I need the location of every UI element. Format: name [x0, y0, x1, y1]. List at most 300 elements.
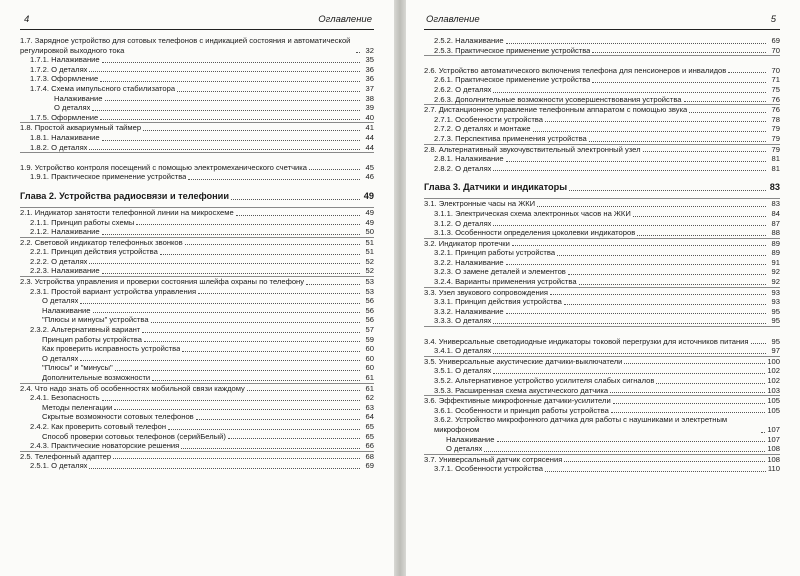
toc-entry-page: 79	[771, 124, 780, 134]
toc-entry-title: 2.3. Устройства управления и проверки состояния шлейфа охраны по телефону	[20, 277, 305, 287]
toc-entry-title: 2.2.3. Налаживание	[30, 266, 100, 276]
toc-leader-dots	[80, 359, 360, 361]
toc-entry[interactable]	[20, 335, 374, 345]
toc-entry-page: 81	[771, 163, 780, 173]
toc-entry-page: 44	[365, 142, 374, 152]
toc-entry[interactable]	[20, 172, 374, 182]
toc-entry-page: 97	[771, 346, 780, 356]
toc-entry-title: 3.7.1. Особенности устройства	[434, 464, 543, 474]
toc-entry[interactable]	[424, 258, 780, 268]
toc-entry[interactable]	[424, 356, 780, 367]
toc-entry[interactable]	[424, 297, 780, 307]
toc-entry-title: 2.4.1. Безопасность	[30, 393, 100, 403]
toc-leader-dots	[493, 169, 766, 171]
toc-entry-title: 3.6.2. Устройство микрофонного датчика для работы с наушниками и электретным микрофоном	[434, 415, 728, 434]
toc-entry-page: 92	[771, 267, 780, 277]
toc-entry-page: 88	[771, 228, 780, 238]
toc-entry-page: 64	[365, 412, 374, 422]
toc-entry-page: 79	[771, 133, 780, 143]
toc-entry-title: 2.5.3. Практическое применение устройства	[434, 45, 591, 55]
toc-entry[interactable]	[20, 227, 374, 237]
toc-leader-dots	[493, 372, 765, 374]
toc-leader-dots	[624, 362, 765, 364]
toc-entry[interactable]	[20, 122, 374, 133]
toc-entry-page: 36	[365, 64, 374, 74]
toc-entry[interactable]	[424, 248, 780, 258]
header-rule-left	[20, 29, 374, 30]
toc-entry-page: 81	[771, 154, 780, 164]
toc-leader-dots	[177, 90, 360, 92]
toc-entry-page: 95	[771, 336, 780, 346]
toc-entry-page: 51	[365, 247, 374, 257]
toc-chapter-entry[interactable]	[20, 191, 374, 202]
toc-entry-page: 53	[365, 286, 374, 296]
toc-entry-title: 2.2.1. Принцип действия устройства	[30, 247, 158, 257]
toc-entry-title: 1.7.4. Схема импульсного стабилизатора	[30, 83, 176, 93]
toc-entry-title: 1.7.2. О деталях	[30, 64, 88, 74]
toc-entry[interactable]	[20, 207, 374, 218]
toc-entry-title: 1.8.2. О деталях	[30, 142, 88, 152]
toc-leader-dots	[569, 189, 766, 191]
toc-leader-dots	[198, 292, 360, 294]
toc-entry[interactable]	[20, 218, 374, 228]
toc-entry-title: 3.1.2. О деталях	[434, 218, 492, 228]
toc-entry[interactable]	[20, 237, 374, 248]
toc-entry-page: 36	[365, 74, 374, 84]
toc-entry[interactable]	[424, 219, 780, 229]
toc-leader-dots	[656, 382, 765, 384]
toc-leader-dots	[564, 303, 766, 305]
book-gutter	[394, 0, 406, 576]
toc-entry-page: 45	[365, 162, 374, 172]
toc-entry-title: 2.5.1. О деталях	[30, 461, 88, 471]
toc-entry-page: 39	[365, 103, 374, 113]
toc-entry-title: 2.4.2. Как проверить сотовый телефон	[30, 421, 167, 431]
toc-entry[interactable]	[20, 373, 374, 383]
toc-entry-page: 60	[365, 363, 374, 373]
toc-entry[interactable]	[20, 266, 374, 276]
toc-entry[interactable]	[20, 276, 374, 287]
toc-entry[interactable]	[424, 277, 780, 287]
toc-entry-page: 49	[365, 217, 374, 227]
toc-entry-title: Скрытые возможности сотовых телефонов	[42, 412, 194, 422]
page-number-left: 4	[24, 14, 30, 25]
toc-leader-dots	[236, 214, 360, 216]
toc-leader-dots	[89, 262, 360, 264]
toc-entry-title: 2.1.2. Налаживание	[30, 227, 100, 237]
toc-entry-page: 71	[771, 75, 780, 85]
toc-entry-page: 92	[771, 277, 780, 287]
toc-leader-dots	[568, 273, 766, 275]
toc-entry[interactable]	[20, 403, 374, 413]
toc-leader-dots	[92, 109, 360, 111]
toc-entry-title: 3.3.1. Принцип действия устройства	[434, 297, 562, 307]
toc-entry-title: 2.6.2. О деталях	[434, 84, 492, 94]
toc-entry-title: 3.7. Универсальный датчик сотрясения	[424, 454, 563, 464]
toc-entry[interactable]	[20, 315, 374, 325]
toc-entry-title: 2.6. Устройство автоматического включения телефона для пенсионеров и инвалидов	[424, 65, 727, 75]
toc-entry-title: Дополнительные возможности	[42, 373, 151, 382]
toc-entry-page: 95	[771, 306, 780, 316]
toc-entry-page: 57	[365, 325, 374, 335]
toc-leader-dots	[493, 322, 766, 324]
toc-entry[interactable]	[424, 46, 780, 56]
toc-left	[20, 36, 374, 471]
toc-leader-dots	[545, 470, 766, 472]
toc-entry[interactable]	[20, 451, 374, 462]
toc-entry[interactable]	[424, 326, 780, 346]
toc-leader-dots	[196, 418, 360, 420]
toc-entry[interactable]	[424, 307, 780, 317]
toc-entry-page: 70	[771, 45, 780, 55]
toc-entry-page: 75	[771, 84, 780, 94]
toc-leader-dots	[506, 42, 766, 44]
toc-entry-page: 60	[365, 353, 374, 363]
toc-entry-page: 107	[767, 434, 780, 444]
toc-entry[interactable]	[20, 432, 374, 442]
toc-leader-dots	[228, 437, 360, 439]
toc-entry-title: Налаживание	[446, 434, 495, 444]
toc-entry[interactable]	[20, 103, 374, 113]
toc-entry-page: 37	[365, 83, 374, 93]
toc-entry[interactable]	[424, 95, 780, 105]
toc-leader-dots	[579, 283, 766, 285]
toc-leader-dots	[557, 254, 766, 256]
toc-leader-dots	[564, 460, 765, 462]
toc-entry[interactable]	[424, 267, 780, 277]
toc-entry[interactable]	[424, 386, 780, 396]
toc-entry[interactable]	[424, 55, 780, 75]
toc-entry-page: 49	[365, 207, 374, 217]
toc-leader-dots	[610, 391, 765, 393]
toc-leader-dots	[247, 389, 360, 391]
toc-leader-dots	[114, 408, 360, 410]
toc-entry-page: 102	[767, 376, 780, 385]
toc-entry[interactable]	[20, 247, 374, 257]
toc-entry[interactable]	[20, 412, 374, 422]
toc-entry-page: 53	[365, 277, 374, 287]
toc-leader-dots	[643, 150, 766, 152]
toc-entry[interactable]	[424, 346, 780, 356]
toc-entry-page: 105	[767, 396, 780, 406]
page-number-right: 5	[770, 14, 776, 25]
toc-entry-title: 2.7.2. О деталях и монтаже	[434, 124, 531, 134]
toc-leader-dots	[181, 447, 360, 449]
toc-entry[interactable]	[424, 115, 780, 125]
toc-leader-dots	[102, 61, 360, 63]
toc-entry[interactable]	[20, 133, 374, 143]
toc-entry[interactable]	[20, 74, 374, 84]
toc-entry[interactable]	[20, 296, 374, 306]
toc-entry-page: 68	[365, 451, 374, 461]
running-head-right: Оглавление	[426, 14, 480, 25]
toc-entry-title: Методы пеленгации	[42, 402, 113, 412]
toc-entry-page: 110	[767, 464, 780, 474]
toc-entry[interactable]	[20, 143, 374, 153]
toc-entry[interactable]	[424, 228, 780, 238]
toc-entry-title: 2.7.3. Перспектива применения устройства	[434, 133, 587, 143]
toc-leader-dots	[80, 302, 360, 304]
toc-entry-title: Налаживание	[42, 305, 91, 315]
toc-leader-dots	[506, 160, 766, 162]
toc-entry[interactable]	[20, 84, 374, 94]
toc-entry[interactable]	[424, 435, 780, 445]
toc-entry[interactable]	[424, 415, 780, 434]
toc-entry-page: 83	[771, 199, 780, 209]
toc-entry[interactable]	[424, 316, 780, 326]
toc-leader-dots	[637, 234, 766, 236]
toc-entry-title: "Плюсы и минусы" устройства	[42, 315, 149, 325]
toc-entry-page: 63	[365, 402, 374, 412]
toc-entry-title: 1.7.3. Оформление	[30, 74, 99, 84]
toc-leader-dots	[728, 71, 766, 73]
toc-entry-page: 76	[771, 105, 780, 115]
toc-entry-page: 61	[365, 373, 374, 382]
toc-leader-dots	[506, 312, 766, 314]
toc-entry-title: 2.5. Телефонный адаптер	[20, 451, 112, 461]
toc-entry-page: 93	[771, 287, 780, 297]
toc-leader-dots	[611, 411, 766, 413]
toc-entry-page: 50	[365, 227, 374, 237]
toc-entry[interactable]	[20, 306, 374, 316]
toc-leader-dots	[100, 80, 360, 82]
toc-entry[interactable]	[20, 441, 374, 451]
toc-leader-dots	[533, 130, 766, 132]
toc-leader-dots	[493, 224, 766, 226]
toc-entry-page: 62	[365, 393, 374, 403]
toc-entry-title: 3.3.3. О деталях	[434, 316, 492, 326]
toc-entry-title: 3.5.1. О деталях	[434, 366, 492, 376]
toc-entry-page: 89	[771, 248, 780, 258]
toc-leader-dots	[550, 293, 766, 295]
toc-leader-dots	[102, 272, 360, 274]
toc-entry-page: 38	[365, 93, 374, 103]
toc-entry[interactable]	[424, 287, 780, 298]
toc-entry-title: 1.7.5. Оформление	[30, 112, 99, 122]
toc-entry-title: 1.9.1. Практическое применение устройства	[30, 172, 187, 182]
toc-leader-dots	[136, 223, 360, 225]
toc-leader-dots	[633, 215, 766, 217]
toc-leader-dots	[537, 205, 766, 207]
toc-entry-title: 2.6.3. Дополнительные возможности усовершенствования устройства	[434, 94, 682, 104]
toc-entry-page: 108	[767, 454, 780, 464]
toc-entry[interactable]	[424, 395, 780, 406]
toc-entry-page: 102	[767, 366, 780, 376]
toc-entry[interactable]	[424, 144, 780, 155]
toc-entry[interactable]	[424, 444, 780, 454]
toc-entry[interactable]	[424, 154, 780, 164]
toc-entry-title: 3.6. Эффективные микрофонные датчики-усилители	[424, 396, 611, 406]
toc-entry-title: Принцип работы устройства	[42, 334, 142, 344]
toc-entry-page: 105	[767, 405, 780, 415]
toc-entry-page: 51	[365, 237, 374, 247]
toc-leader-dots	[356, 51, 360, 53]
toc-leader-dots	[506, 263, 766, 265]
header-rule-right	[424, 29, 780, 30]
toc-entry-page: 35	[365, 55, 374, 65]
toc-entry-page: 84	[771, 208, 780, 218]
toc-entry-page: 61	[365, 383, 374, 393]
toc-leader-dots	[306, 283, 360, 285]
toc-entry-page: 49	[363, 190, 374, 201]
toc-entry-page: 95	[771, 316, 780, 326]
toc-leader-dots	[160, 253, 360, 255]
toc-entry[interactable]	[20, 113, 374, 123]
toc-leader-dots	[115, 369, 360, 371]
toc-leader-dots	[182, 350, 360, 352]
toc-entry[interactable]	[20, 55, 374, 65]
toc-leader-dots	[484, 450, 765, 452]
toc-entry-page: 41	[365, 123, 374, 133]
right-page	[406, 0, 800, 576]
toc-entry[interactable]	[424, 124, 780, 134]
toc-entry-title: 2.4.3. Практические новаторские решения	[30, 441, 180, 451]
toc-entry-page: 32	[365, 45, 374, 55]
toc-entry-title: 2.8. Альтернативный звукочувствительный электронный узел	[424, 144, 641, 154]
toc-entry-title: 2.3.1. Простой вариант устройства управления	[30, 286, 197, 296]
toc-entry[interactable]	[424, 209, 780, 219]
toc-entry[interactable]	[424, 454, 780, 465]
toc-entry[interactable]	[424, 75, 780, 85]
toc-entry[interactable]	[20, 422, 374, 432]
toc-entry-title: 2.7. Дистанционное управление телефонным аппаратом с помощью звука	[424, 105, 688, 115]
toc-entry-page: 40	[365, 112, 374, 122]
toc-entry-page: 108	[767, 444, 780, 454]
toc-leader-dots	[493, 91, 766, 93]
toc-entry-title: 2.7.1. Особенности устройства	[434, 114, 543, 124]
toc-entry-title: 1.7.1. Налаживание	[30, 55, 100, 65]
toc-entry-title: О деталях	[446, 444, 483, 454]
toc-leader-dots	[102, 233, 360, 235]
toc-entry-title: 3.2. Индикатор протечки	[424, 238, 510, 248]
toc-leader-dots	[592, 81, 766, 83]
toc-entry[interactable]	[20, 36, 374, 55]
toc-entry-title: "Плюсы" и "минусы"	[42, 363, 113, 373]
toc-entry[interactable]	[424, 85, 780, 95]
toc-leader-dots	[684, 100, 766, 102]
toc-entry[interactable]	[20, 152, 374, 172]
toc-entry-page: 46	[365, 172, 374, 182]
toc-entry-page: 69	[771, 36, 780, 45]
left-page	[0, 0, 394, 576]
toc-leader-dots	[89, 148, 360, 150]
toc-entry-title: 2.2.2. О деталях	[30, 256, 88, 266]
toc-leader-dots	[113, 457, 360, 459]
toc-entry-title: 2.3.2. Альтернативный вариант	[30, 325, 141, 335]
toc-leader-dots	[142, 331, 360, 333]
toc-entry[interactable]	[424, 36, 780, 46]
toc-entry[interactable]	[424, 464, 780, 474]
toc-entry-title: О деталях	[42, 353, 79, 363]
toc-entry[interactable]	[424, 366, 780, 376]
toc-entry-title: 1.8. Простой аквариумный таймер	[20, 123, 142, 133]
toc-entry-title: Глава 2. Устройства радиосвязи и телефонии	[20, 190, 229, 201]
toc-leader-dots	[592, 51, 766, 53]
toc-leader-dots	[185, 243, 360, 245]
toc-entry-title: 1.7. Зарядное устройство для сотовых телефонов с индикацией состояния и автоматической регулировкой выходного тока	[20, 36, 351, 55]
toc-entry[interactable]	[20, 461, 374, 471]
toc-entry-title: О деталях	[42, 296, 79, 306]
toc-entry-page: 56	[365, 296, 374, 306]
toc-entry[interactable]	[424, 134, 780, 144]
toc-entry-title: 3.4.1. О деталях	[434, 346, 492, 356]
toc-leader-dots	[613, 402, 766, 404]
toc-leader-dots	[497, 440, 766, 442]
toc-entry[interactable]	[20, 287, 374, 297]
toc-leader-dots	[589, 140, 766, 142]
toc-entry-title: 3.1. Электронные часы на ЖКИ	[424, 199, 536, 209]
toc-leader-dots	[168, 428, 360, 430]
toc-leader-dots	[309, 168, 360, 170]
toc-entry[interactable]	[424, 406, 780, 416]
toc-leader-dots	[102, 399, 360, 401]
toc-entry-title: Налаживание	[54, 93, 103, 103]
toc-entry[interactable]	[20, 65, 374, 75]
toc-entry-page: 78	[771, 114, 780, 124]
toc-entry-title: 2.8.1. Налаживание	[434, 154, 504, 164]
toc-leader-dots	[100, 118, 360, 120]
toc-leader-dots	[89, 467, 360, 469]
toc-entry-page: 44	[365, 132, 374, 142]
toc-entry[interactable]	[424, 164, 780, 174]
toc-leader-dots	[512, 244, 766, 246]
toc-entry-title: 3.5.3. Расширенная схема акустического датчика	[434, 385, 609, 395]
toc-entry[interactable]	[20, 383, 374, 394]
toc-leader-dots	[89, 70, 360, 72]
toc-entry[interactable]	[424, 198, 780, 209]
toc-leader-dots	[144, 340, 360, 342]
toc-entry[interactable]	[20, 257, 374, 267]
toc-entry-title: 3.1.1. Электрическая схема электронных часов на ЖКИ	[434, 208, 631, 218]
toc-entry[interactable]	[20, 344, 374, 354]
toc-entry-title: 3.2.2. Налаживание	[434, 257, 504, 267]
toc-leader-dots	[761, 431, 765, 433]
toc-entry-title: 3.3. Узел звукового сопровождения	[424, 287, 548, 297]
toc-leader-dots	[188, 178, 360, 180]
toc-entry-page: 56	[365, 305, 374, 315]
toc-entry-title: Глава 3. Датчики и индикаторы	[424, 182, 568, 193]
toc-entry[interactable]	[20, 393, 374, 403]
toc-chapter-entry[interactable]	[424, 182, 780, 193]
toc-leader-dots	[545, 120, 766, 122]
toc-entry-page: 100	[767, 356, 780, 366]
toc-entry[interactable]	[20, 94, 374, 104]
toc-entry-title: 3.2.1. Принцип работы устройства	[434, 248, 556, 258]
toc-entry-title: 1.9. Устройство контроля посещений с помощью электромеханического счетчика	[20, 162, 307, 172]
toc-entry[interactable]	[424, 104, 780, 115]
toc-entry-page: 66	[365, 441, 374, 451]
toc-entry-title: Способ проверки сотовых телефонов (серийБелый)	[42, 431, 226, 441]
toc-leader-dots	[689, 111, 766, 113]
toc-entry-title: 3.4. Универсальные светодиодные индикаторы токовой перегрузки для источников питания	[424, 336, 749, 346]
toc-entry[interactable]	[20, 354, 374, 364]
toc-entry-title: 2.2. Световой индикатор телефонных звонков	[20, 237, 183, 247]
toc-entry[interactable]	[424, 376, 780, 386]
toc-entry-page: 52	[365, 256, 374, 266]
toc-entry[interactable]	[20, 325, 374, 335]
toc-entry-page: 59	[365, 334, 374, 344]
toc-entry[interactable]	[424, 238, 780, 249]
toc-entry-page: 89	[771, 238, 780, 248]
toc-leader-dots	[105, 99, 360, 101]
toc-entry-page: 107	[767, 424, 780, 434]
toc-entry-title: О деталях	[54, 103, 91, 113]
toc-entry[interactable]	[20, 363, 374, 373]
toc-entry-page: 70	[771, 65, 780, 75]
toc-leader-dots	[152, 379, 360, 381]
toc-entry-title: 3.3.2. Налаживание	[434, 306, 504, 316]
toc-entry-page: 79	[771, 144, 780, 154]
